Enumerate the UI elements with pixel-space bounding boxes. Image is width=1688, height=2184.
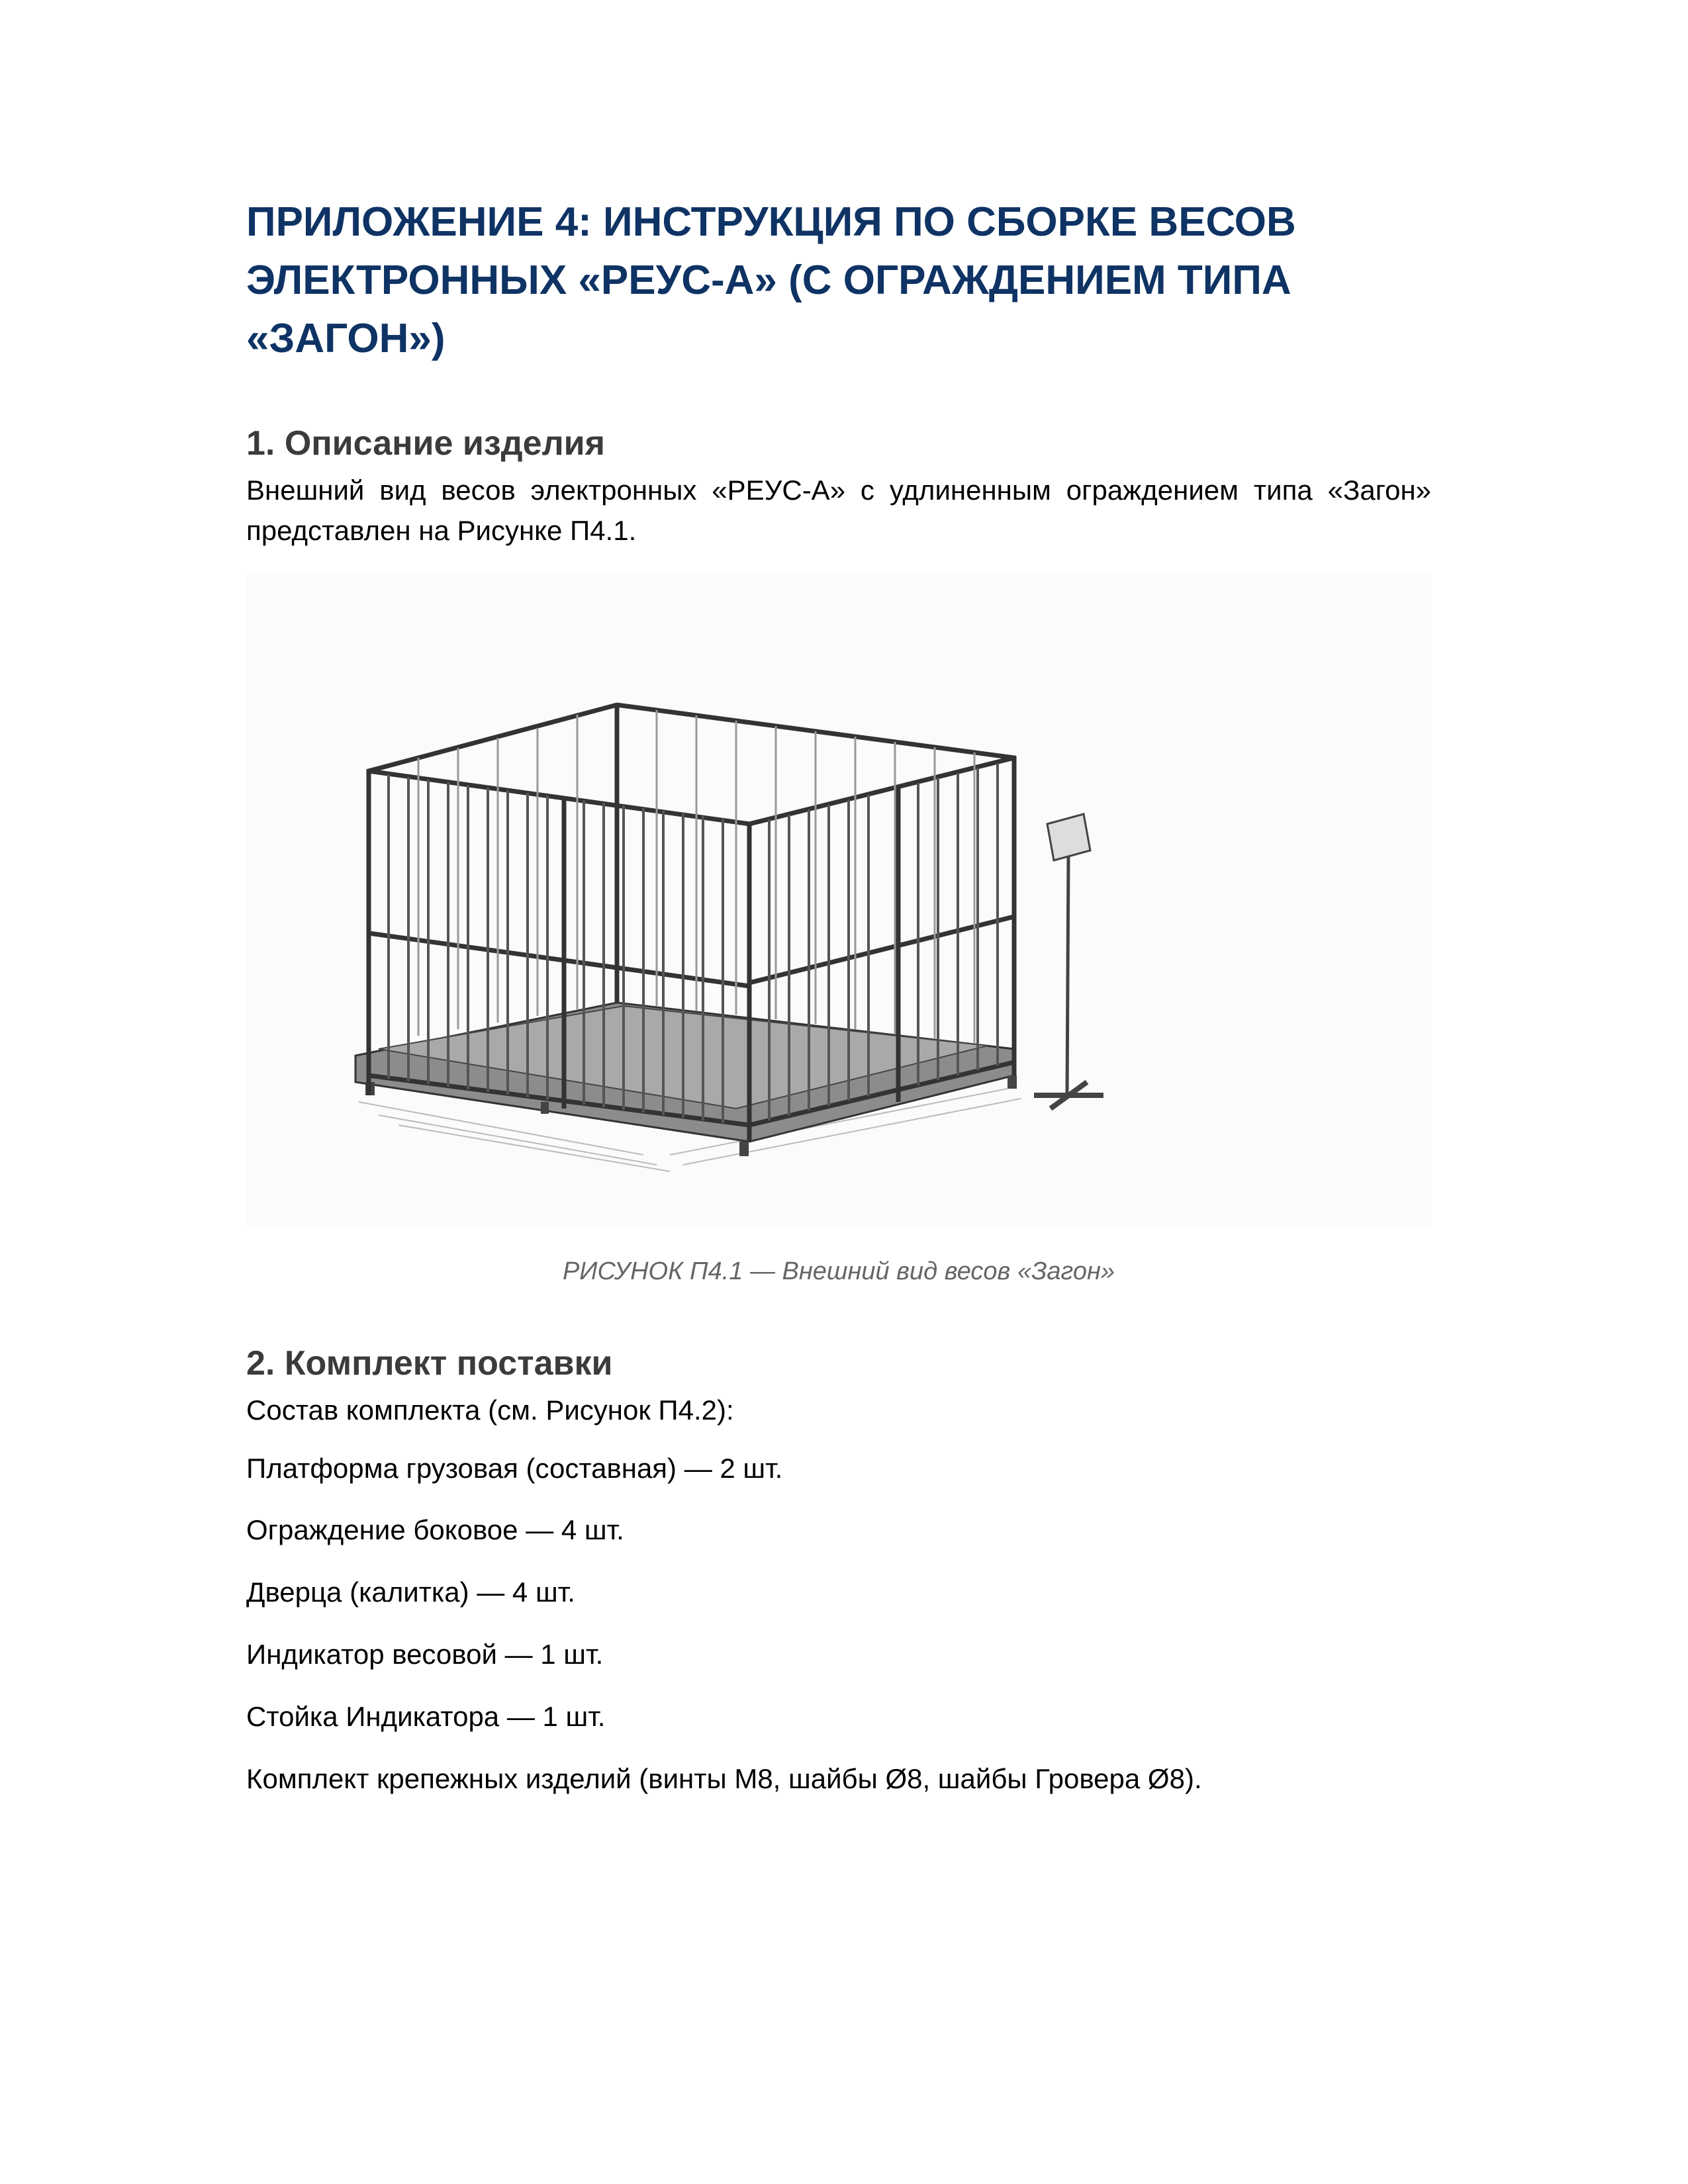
list-item: Комплект крепежных изделий (винты М8, шайбы Ø8, шайбы Гровера Ø8). (246, 1763, 1202, 1794)
document-title: ПРИЛОЖЕНИЕ 4: ИНСТРУКЦИЯ ПО СБОРКЕ ВЕСОВ ЭЛЕКТРОННЫХ «РЕУС-А» (С ОГРАЖДЕНИЕМ ТИПА «ЗАГОН») (246, 199, 1296, 361)
indicator-stand (1034, 814, 1103, 1109)
list-item: Платформа грузовая (составная) — 2 шт. (246, 1453, 783, 1484)
pen-scale-illustration (246, 572, 1431, 1228)
list-item: Дверца (калитка) — 4 шт. (246, 1576, 575, 1608)
list-item: Ограждение боковое — 4 шт. (246, 1514, 624, 1545)
section-2-intro: Состав комплекта (см. Рисунок П4.2): (246, 1394, 734, 1426)
figure-pen-scale (246, 572, 1431, 1228)
section-1-paragraph: Внешний вид весов электронных «РЕУС-А» с удлиненным ограждением типа «Загон» представлен на Рисунке П4.1. (246, 475, 1431, 546)
figure-caption: РИСУНОК П4.1 — Внешний вид весов «Загон» (562, 1257, 1115, 1285)
list-item: Стойка Индикатора — 1 шт. (246, 1701, 606, 1732)
section-2-heading: 2. Комплект поставки (246, 1344, 613, 1383)
list-item: Индикатор весовой — 1 шт. (246, 1639, 604, 1670)
section-1-heading: 1. Описание изделия (246, 424, 605, 463)
